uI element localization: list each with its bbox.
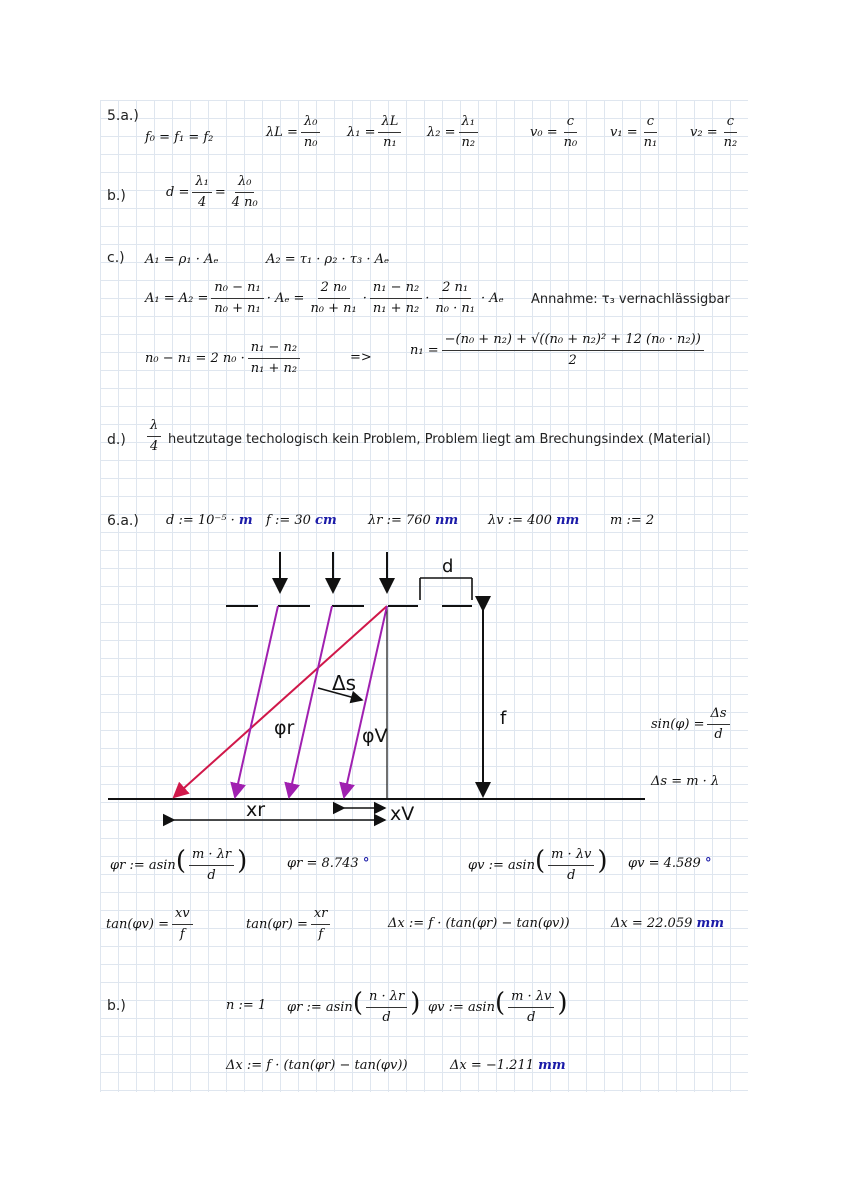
eq-lambda-1: λ₁ = $\frac{\lambda L}{\text{n₁}}$: [347, 114, 404, 151]
grating-diagram: [100, 540, 660, 840]
eq-lambda-L: λL = $\frac{\text{λ₀}}{\text{n₀}}$: [266, 114, 324, 151]
section-5a-label: 5.a.): [107, 108, 139, 124]
result-phi-r: φr = 8.743 °: [287, 856, 370, 871]
result-delta-x-b: Δx = −1.211 mm: [450, 1058, 566, 1073]
eq-v1: v₁ = $\frac{c}{\text{n₁}}$: [610, 114, 658, 150]
section-6b-label: b.): [107, 998, 126, 1014]
assumption-note: Annahme: τ₃ vernachlässigbar: [531, 292, 730, 307]
eq-thickness-d: d = $\frac{\text{λ₁}}{4}$ = $\frac{\text{λ₀}}{\text{4 n₀}}$: [166, 174, 258, 210]
violet-ray-2: [289, 606, 332, 797]
label-phi-v: φV: [362, 725, 388, 747]
eq-A1: A₁ = ρ₁ · Aₑ: [145, 252, 219, 267]
eq-frequencies: f₀ = f₁ = f₂: [145, 130, 214, 145]
def-delta-x: Δx := f · (tan(φr) − tan(φv)): [388, 916, 570, 931]
violet-ray-1: [235, 606, 278, 797]
eq-lambda-quarter: $\frac{\lambda}{4}$: [144, 418, 164, 455]
label-d: d: [442, 556, 454, 577]
eq-A2: A₂ = τ₁ · ρ₂ · τ₃ · Aₑ: [266, 252, 390, 267]
eq-sin-phi: sin(φ) = $\frac{\Delta s}{d}$: [651, 706, 733, 743]
violet-ray-3: [344, 606, 387, 797]
def-phi-r-b: φr := asin( $\frac{n \cdot \lambda r}{d}$ ): [287, 988, 421, 1025]
def-m: m := 2: [610, 513, 655, 528]
eq-n1-solution: n₁ = $\frac{\text{−(n₀ + n₂) + √((n₀ + n₂)² + 12 (n₀ · n₂))}}{2}$: [410, 332, 707, 369]
implies-arrow: =>: [350, 350, 372, 365]
result-delta-x: Δx = 22.059 mm: [611, 916, 725, 931]
eq-v0: v₀ = $\frac{c}{\text{n₀}}$: [530, 114, 578, 150]
eq-A1-equals-A2: A₁ = A₂ = $\frac{\text{n₀ − n₁}}{\text{n₀ + n₁}}$ · Aₑ = $\frac{\text{2 n₀}}{\text{n₀ + n₁}}$ · $\frac{\text{n₁ − n₂}}{\text{n₁ + n₂}}$ · $\frac{\text{2 n₁}}{\text{n₀ · n₁}}$ · Aₑ: [145, 280, 504, 316]
eq-delta-s: Δs = m · λ: [651, 774, 720, 789]
label-delta-s: Δs: [332, 671, 357, 695]
section-5b-label: b.): [107, 188, 126, 204]
def-lambda-r: λr := 760 nm: [368, 513, 459, 528]
def-f: f := 30 cm: [266, 513, 337, 528]
eq-n0-minus-n1: n₀ − n₁ = 2 n₀ · $\frac{\text{n₁ − n₂}}{\text{n₁ + n₂}}$: [145, 340, 303, 377]
label-phi-r: φr: [274, 717, 295, 739]
eq-lambda-2: λ₂ = $\frac{\text{λ₁}}{\text{n₂}}$: [427, 114, 481, 151]
eq-v2: v₂ = $\frac{c}{\text{n₂}}$: [690, 114, 738, 150]
note-refractive-index: heutzutage techologisch kein Problem, Problem liegt am Brechungsindex (Material): [168, 432, 711, 447]
def-d: d := 10⁻⁵ · m: [166, 513, 253, 528]
d-bracket: [420, 578, 472, 600]
def-phi-r: φr := asin( $\frac{m \cdot \lambda r}{d}$ ): [110, 846, 248, 883]
def-phi-v: φv := asin( $\frac{m \cdot \lambda v}{d}$ ): [468, 846, 608, 883]
label-xv: xV: [390, 803, 415, 825]
label-xr: xr: [246, 799, 266, 821]
eq-tan-phi-r: tan(φr) = $\frac{xr}{f}$: [246, 906, 333, 943]
section-5d-label: d.): [107, 432, 126, 448]
result-phi-v: φv = 4.589 °: [628, 856, 712, 871]
def-lambda-v: λv := 400 nm: [488, 513, 580, 528]
def-n: n := 1: [226, 998, 267, 1013]
def-delta-x-b: Δx := f · (tan(φr) − tan(φv)): [226, 1058, 408, 1073]
label-f: f: [500, 708, 507, 729]
section-5c-label: c.): [107, 250, 125, 266]
eq-tan-phi-v: tan(φv) = $\frac{xv}{f}$: [106, 906, 196, 943]
red-ray: [174, 606, 387, 797]
def-phi-v-b: φv := asin( $\frac{m \cdot \lambda v}{d}$ ): [428, 988, 568, 1025]
section-6a-label: 6.a.): [107, 513, 139, 529]
